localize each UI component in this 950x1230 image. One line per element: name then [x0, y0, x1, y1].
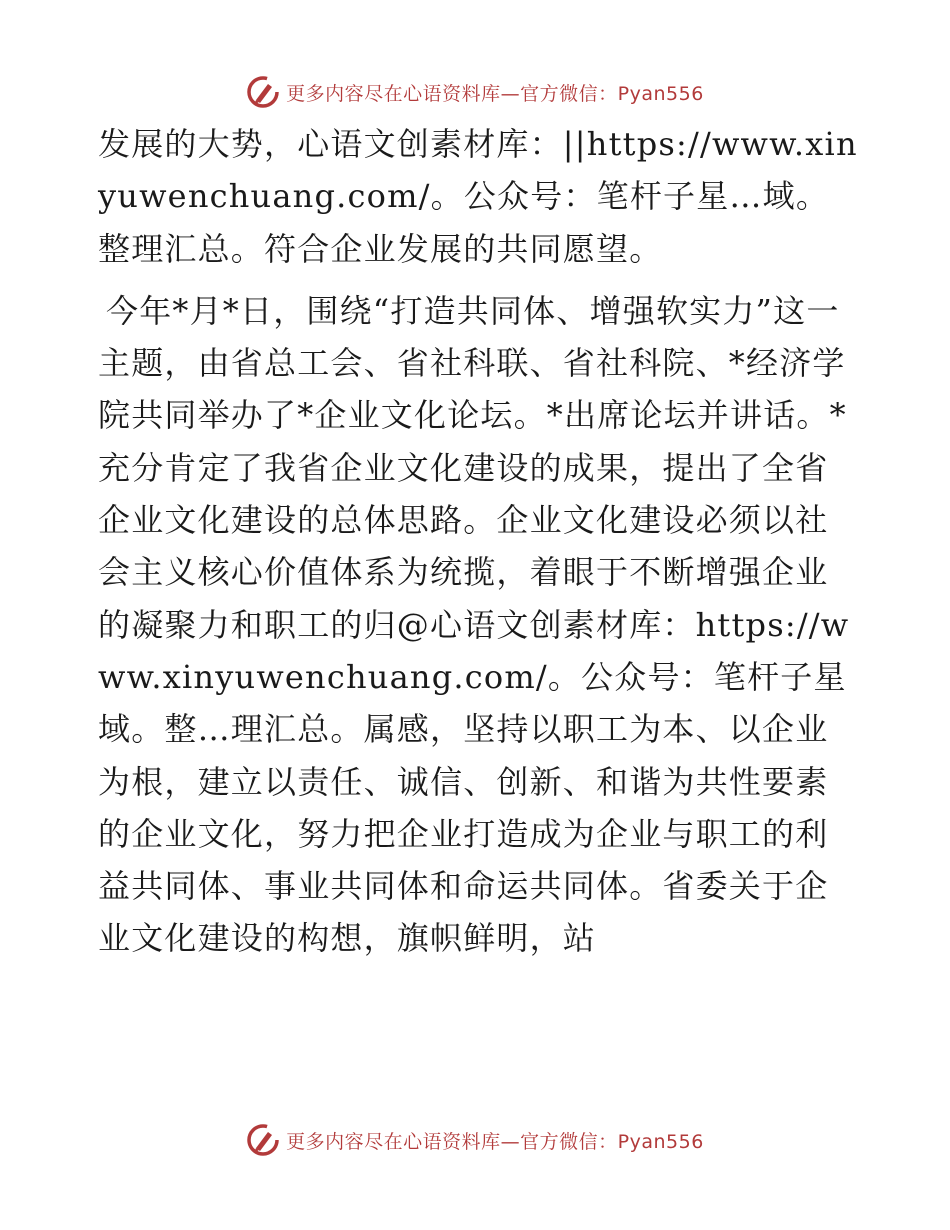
pen-logo-icon [246, 1123, 280, 1157]
banner-text: 更多内容尽在心语资料库—官方微信：Pyan556 [286, 82, 704, 105]
banner-text: 更多内容尽在心语资料库—官方微信：Pyan556 [286, 1130, 704, 1153]
footer-watermark-banner [0, 1120, 950, 1160]
header-watermark-banner [0, 72, 950, 112]
paragraph-2: 今年*月*日，围绕“打造共同体、增强软实力”这一主题，由省总工会、省社科联、省社科院、*经济学院共同举办了*企业文化论坛。*出席论坛并讲话。*充分肯定了我省企业文化建设的成果，提出了全省企业文化建设的总体思路。企业文化建设必须以社会主义核心价值体系为统揽，着眼于不断增强企业的凝聚力和职工的归@心语文创素材库：https://www.xinyuwenchuang.com/。公众号：笔杆子星域。整…理汇总。属感，坚持以职工为本、以企业为根，建立以责任、诚信、创新、和谐为共性要素的企业文化，努力把企业打造成为企业与职工的利益共同体、事业共同体和命运共同体。省委关于企业文化建设的构想，旗帜鲜明，站 [98, 291, 850, 958]
document-body [98, 118, 858, 965]
paragraph-1: 发展的大势，心语文创素材库：||https://www.xinyuwenchuang.com/。公众号：笔杆子星…域。整理汇总。符合企业发展的共同愿望。 [98, 125, 858, 268]
banner-account: Pyan556 [617, 1130, 704, 1153]
banner-account: Pyan556 [617, 82, 704, 105]
pen-logo-icon [246, 75, 280, 109]
